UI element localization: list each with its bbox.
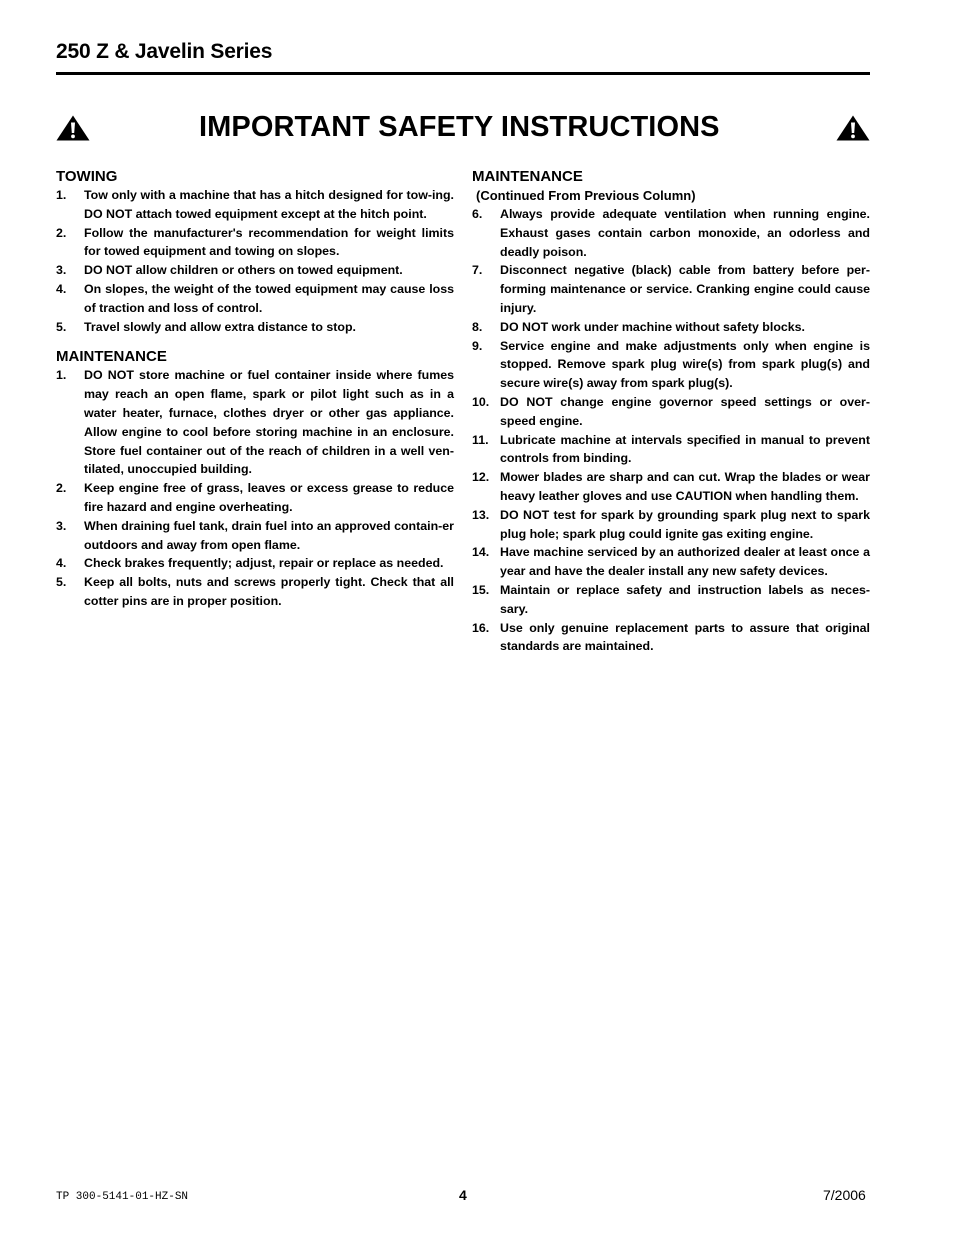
item-text: When draining fuel tank, drain fuel into an approved contain-er outdoors and away from open flame. (84, 518, 454, 552)
list-item (56, 224, 454, 262)
maintenance-continued-heading: MAINTENANCE (472, 168, 583, 185)
item-text: DO NOT allow children or others on towed equipment. (84, 263, 403, 278)
item-number: 4. (56, 281, 67, 296)
list-item (56, 261, 454, 280)
warning-triangle-icon (56, 115, 90, 141)
list-item (56, 573, 454, 611)
list-item (472, 543, 870, 581)
section-spacer (56, 336, 454, 347)
right-column (472, 167, 870, 656)
item-text: Keep engine free of grass, leaves or excess grease to reduce fire hazard and engine overheating. (84, 481, 454, 514)
item-number: 10. (472, 394, 490, 409)
maintenance-continued-list (472, 205, 870, 656)
list-item (472, 337, 870, 393)
list-item (56, 318, 454, 337)
continued-subheading: (Continued From Previous Column) (476, 188, 696, 203)
list-item (56, 280, 454, 318)
item-text: Travel slowly and allow extra distance to stop. (84, 319, 356, 334)
item-text: Maintain or replace safety and instruction labels as neces-sary. (500, 582, 870, 616)
left-column (56, 167, 454, 611)
item-number: 3. (56, 263, 67, 278)
item-text: DO NOT work under machine without safety blocks. (500, 319, 805, 334)
warning-triangle-icon (836, 115, 870, 141)
item-number: 1. (56, 188, 67, 202)
list-item (56, 366, 454, 479)
warning-triangle-icon-right-graphic (836, 115, 870, 141)
list-item (472, 506, 870, 544)
footer-doc-number: TP 300-5141-01-HZ-SN (56, 1191, 189, 1203)
footer-page-number: 4 (459, 1187, 467, 1203)
header-rule (56, 72, 870, 75)
towing-heading: TOWING (56, 168, 118, 185)
footer-date: 7/2006 (823, 1187, 866, 1203)
item-number: 3. (56, 518, 67, 533)
list-item (56, 186, 454, 224)
item-text: Disconnect negative (black) cable from battery before per-forming maintenance or service. Cranking engine could cause injury. (500, 263, 870, 315)
warning-triangle-icon-left-graphic (56, 115, 90, 141)
item-text: On slopes, the weight of the towed equipment may cause loss of traction and loss of control. (84, 281, 454, 315)
item-text: Check brakes frequently; adjust, repair or replace as needed. (84, 556, 444, 571)
item-text: Have machine serviced by an authorized dealer at least once a year and have the dealer install any new safety devices. (500, 545, 870, 579)
item-text: Tow only with a machine that has a hitch designed for tow-ing. DO NOT attach towed equipment except at the hitch point. (84, 188, 454, 221)
item-text: Use only genuine replacement parts to assure that original standards are maintained. (500, 620, 870, 654)
maintenance-heading: MAINTENANCE (56, 348, 167, 366)
item-text: Always provide adequate ventilation when running engine. Exhaust gases contain carbon monoxide, an odorless and deadly poison. (500, 207, 870, 259)
item-text: Mower blades are sharp and can cut. Wrap the blades or wear heavy leather gloves and use CAUTION when handling them. (500, 470, 870, 503)
item-text: DO NOT test for spark by grounding spark plug next to spark plug hole; spark plug could ignite gas exiting engine. (500, 507, 870, 541)
list-item (472, 431, 870, 469)
item-text: DO NOT change engine governor speed settings or over-speed engine. (500, 394, 870, 428)
item-text: Service engine and make adjustments only when engine is stopped. Remove spark plug wire(s) from spark plug(s) and secure wire(s) away from spark plug(s). (500, 338, 870, 391)
list-item (472, 205, 870, 261)
item-number: 11. (472, 432, 489, 447)
item-number: 4. (56, 556, 67, 571)
list-item (56, 479, 454, 517)
item-text: Follow the manufacturer's recommendation for weight limits for towed equipment and towing on slopes. (84, 225, 454, 259)
item-number: 5. (56, 319, 67, 334)
item-number: 13. (472, 507, 490, 522)
list-item (472, 261, 870, 317)
item-number: 12. (472, 470, 490, 485)
item-number: 5. (56, 575, 67, 590)
item-number: 16. (472, 620, 490, 635)
item-number: 14. (472, 545, 490, 560)
item-number: 6. (472, 207, 483, 221)
item-text: Lubricate machine at intervals specified in manual to prevent controls from binding. (500, 432, 870, 466)
item-number: 1. (56, 368, 67, 383)
list-item (56, 554, 454, 573)
header-title: 250 Z & Javelin Series (56, 40, 273, 63)
towing-list (56, 186, 454, 336)
list-item (56, 517, 454, 555)
page-title: IMPORTANT SAFETY INSTRUCTIONS (199, 111, 720, 143)
item-number: 2. (56, 225, 67, 240)
item-number: 15. (472, 582, 490, 597)
list-item (472, 468, 870, 506)
item-text: DO NOT store machine or fuel container inside where fumes may reach an open flame, spark or pilot light such as in a water heater, furnace, clothes dryer or other gas appliance. Allow engine to cool before storing machine in an enclosure. Store fuel container out of the reach of children in a well ven-tilated, unoccupied building. (84, 368, 454, 477)
item-number: 7. (472, 263, 483, 278)
list-item (472, 581, 870, 619)
item-text: Keep all bolts, nuts and screws properly tight. Check that all cotter pins are in proper position. (84, 575, 454, 608)
list-item (472, 619, 870, 657)
item-number: 8. (472, 319, 483, 334)
item-number: 9. (472, 338, 483, 353)
list-item (472, 318, 870, 337)
item-number: 2. (56, 481, 67, 496)
list-item (472, 393, 870, 431)
maintenance-list (56, 366, 454, 610)
